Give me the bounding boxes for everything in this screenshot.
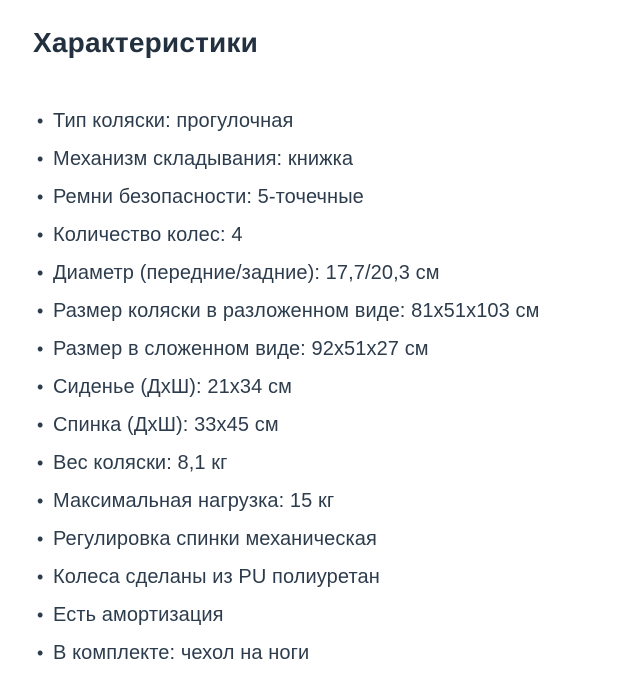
spec-text: Регулировка спинки механическая — [53, 527, 377, 550]
spec-text: Вес коляски: 8,1 кг — [53, 451, 228, 474]
spec-text: Механизм складывания: книжка — [53, 147, 354, 170]
bullet-icon: • — [37, 414, 44, 435]
bullet-icon: • — [37, 300, 44, 321]
spec-text: Максимальная нагрузка: 15 кг — [53, 489, 335, 512]
list-item — [33, 640, 607, 666]
spec-text: В комплекте: чехол на ноги — [53, 641, 310, 664]
list-item — [33, 564, 607, 590]
spec-text: Размер в сложенном виде: 92х51х27 см — [53, 337, 429, 360]
list-item — [33, 222, 607, 248]
bullet-icon: • — [37, 148, 44, 169]
list-item — [33, 298, 607, 324]
spec-text: Количество колес: 4 — [53, 223, 243, 246]
list-item — [33, 184, 607, 210]
bullet-icon: • — [37, 338, 44, 359]
spec-text: Ремни безопасности: 5-точечные — [53, 185, 364, 208]
bullet-icon: • — [37, 642, 44, 663]
spec-text: Есть амортизация — [53, 603, 224, 626]
bullet-icon: • — [37, 224, 44, 245]
spec-text: Тип коляски: прогулочная — [53, 109, 294, 132]
list-item — [33, 488, 607, 514]
bullet-icon: • — [37, 566, 44, 587]
spec-text: Диаметр (передние/задние): 17,7/20,3 см — [53, 261, 440, 284]
list-item — [33, 146, 607, 172]
list-item — [33, 108, 607, 134]
list-item — [33, 412, 607, 438]
bullet-icon: • — [37, 490, 44, 511]
bullet-icon: • — [37, 376, 44, 397]
specs-list — [33, 108, 607, 666]
list-item — [33, 450, 607, 476]
spec-text: Сиденье (ДхШ): 21х34 см — [53, 375, 292, 398]
section-title: Характеристики — [33, 27, 259, 58]
list-item — [33, 374, 607, 400]
spec-text: Спинка (ДхШ): 33х45 см — [53, 413, 279, 436]
spec-text: Колеса сделаны из PU полиуретан — [53, 565, 380, 588]
bullet-icon: • — [37, 528, 44, 549]
bullet-icon: • — [37, 110, 44, 131]
list-item — [33, 526, 607, 552]
spec-text: Размер коляски в разложенном виде: 81х51х103 см — [53, 299, 540, 322]
list-item — [33, 336, 607, 362]
bullet-icon: • — [37, 604, 44, 625]
bullet-icon: • — [37, 262, 44, 283]
list-item — [33, 602, 607, 628]
bullet-icon: • — [37, 452, 44, 473]
list-item — [33, 260, 607, 286]
bullet-icon: • — [37, 186, 44, 207]
